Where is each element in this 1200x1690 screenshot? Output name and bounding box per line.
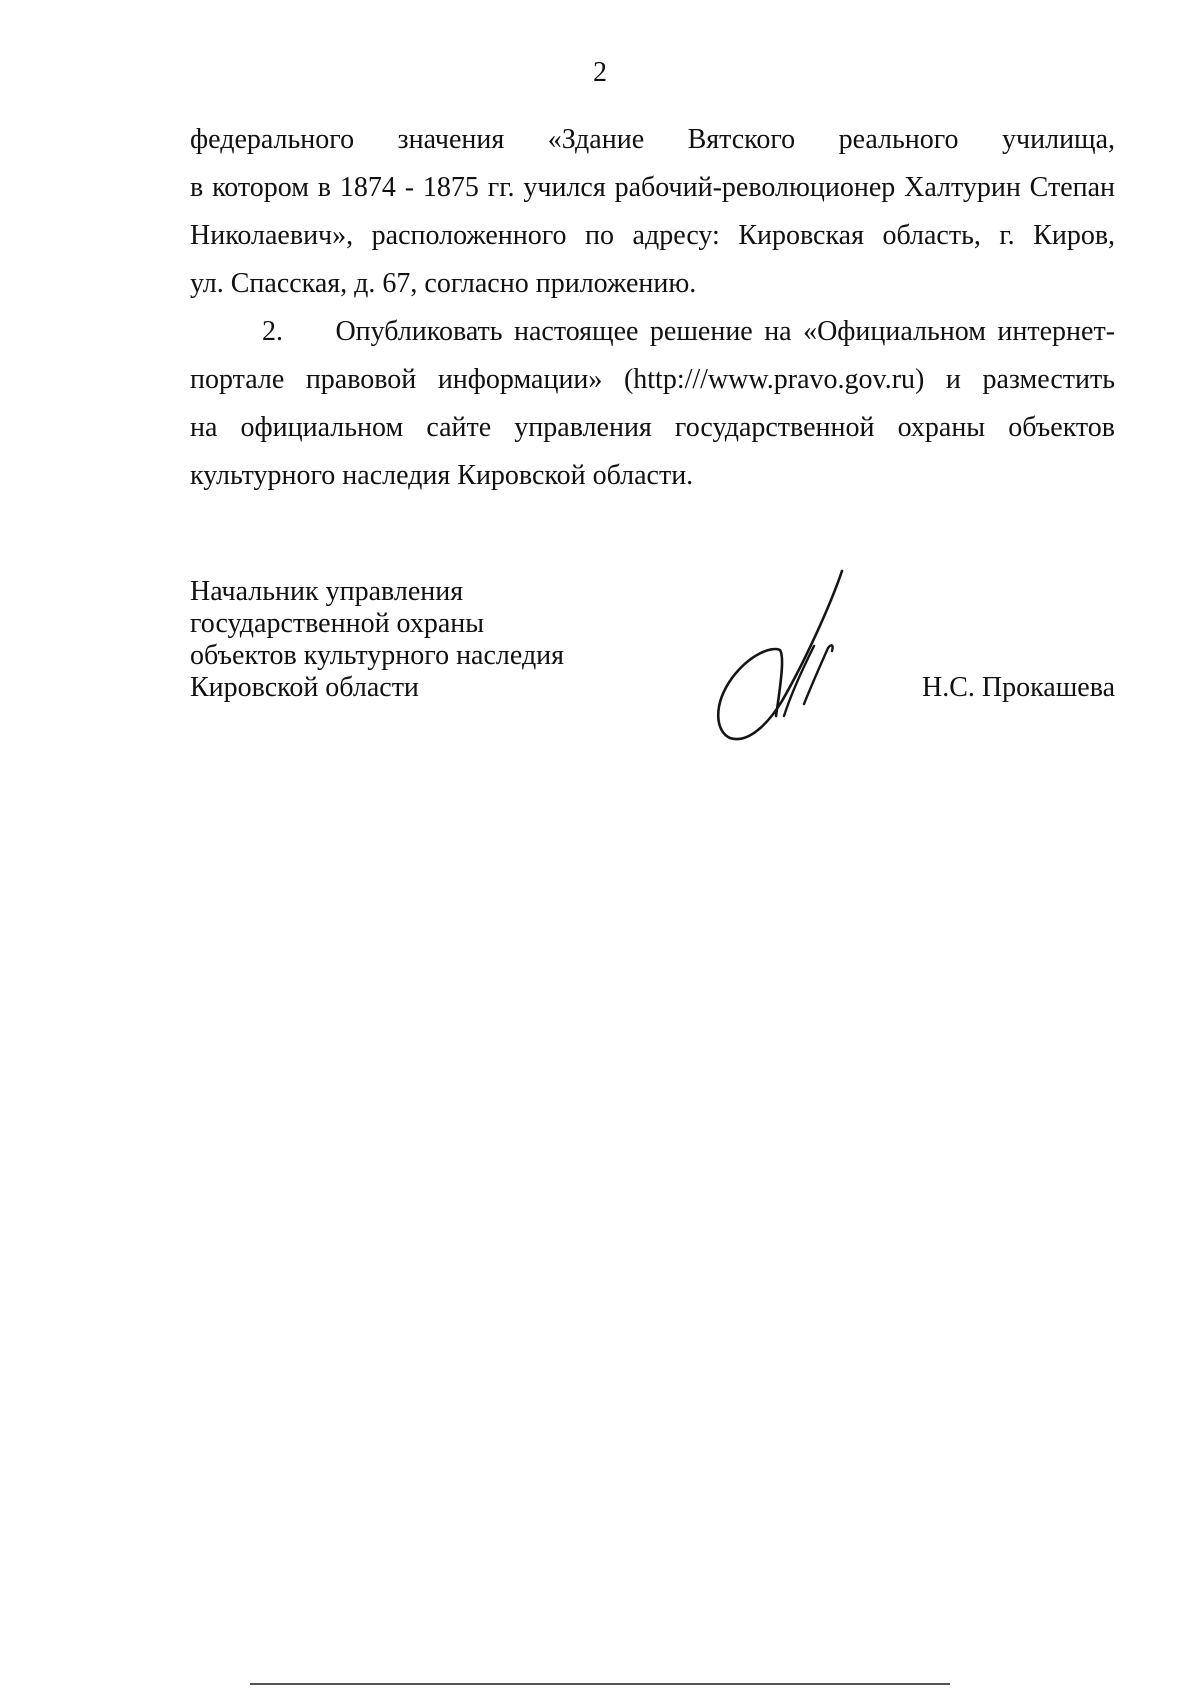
paragraph-line: федерального значения «Здание Вятского реального училища, xyxy=(190,124,1116,155)
paragraph-line: портале правовой информации» (http:///www.pravo.gov.ru) и разместить xyxy=(190,364,1116,395)
paragraph-last-line: ул. Спасская, д. 67, согласно приложению. xyxy=(190,268,697,299)
paragraph-line: 2. Опубликовать настоящее решение на «Официальном интернет- xyxy=(190,308,1115,356)
paragraph-line: в котором в 1874 - 1875 гг. учился рабочий-революционер Халтурин Степан xyxy=(190,172,1116,203)
footer-rule xyxy=(250,1683,950,1685)
paragraph-2 xyxy=(190,308,1115,500)
signature-block xyxy=(190,576,1115,756)
handwritten-signature xyxy=(710,566,860,746)
signer-title: Начальник управления государственной охраны объектов культурного наследия Кировской области xyxy=(190,576,565,703)
signer-name: Н.С. Прокашева xyxy=(922,672,1115,703)
paragraph-line: на официальном сайте управления государственной охраны объектов xyxy=(190,412,1116,443)
paragraph-last-line: культурного наследия Кировской области. xyxy=(190,460,694,491)
paragraph-line: Николаевич», расположенного по адресу: Кировская область, г. Киров, xyxy=(190,220,1116,251)
page-number: 2 xyxy=(593,57,607,88)
paragraph-1 xyxy=(190,116,1115,308)
item-number: 2. xyxy=(262,316,283,347)
